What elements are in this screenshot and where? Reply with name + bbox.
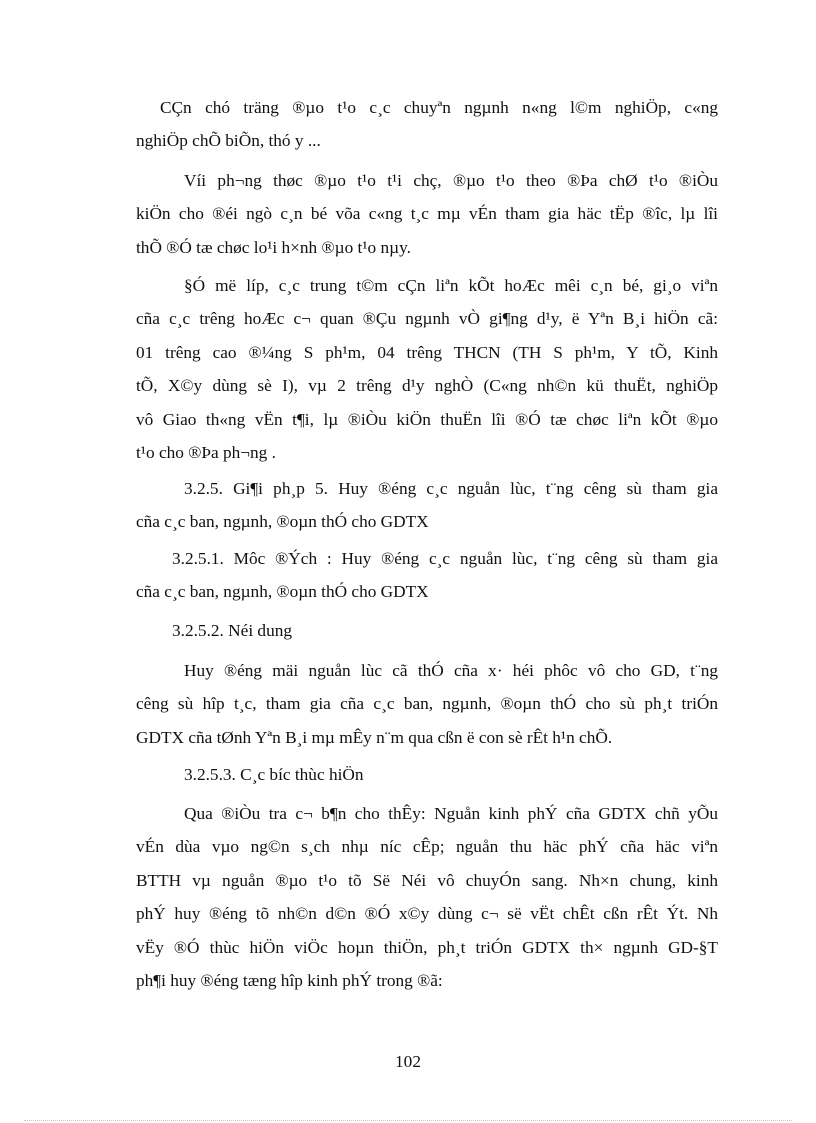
text-line: BTTH vµ nguån ®µo t¹o tõ Së Néi vô chuyÓn sang. Nh×n chung, kinh bbox=[136, 870, 718, 890]
paragraph bbox=[136, 797, 718, 997]
text-line: Víi ph¬ng thøc ®µo t¹o t¹i chç, ®µo t¹o theo ®Þa chØ t¹o ®iÒu bbox=[184, 171, 718, 190]
subsection-heading bbox=[136, 758, 718, 791]
paragraph bbox=[136, 654, 718, 754]
text-line: vô Giao th«ng vËn t¶i, lµ ®iÒu kiÖn thuËn lîi ®Ó tæ chøc liªn kÕt ®µo bbox=[136, 409, 718, 429]
text-line: tÕ, X©y dùng sè I), vµ 2 trêng d¹y nghÒ (C«ng nh©n kü thuËt, nghiÖp bbox=[136, 376, 718, 396]
text-line: 01 trêng cao ®¼ng S ph¹m, 04 trêng THCN (TH S ph¹m, Y tÕ, Kinh bbox=[136, 342, 718, 362]
text-line: nghiÖp chÕ biÕn, thó y ... bbox=[136, 131, 321, 151]
text-line: cña c¸c ban, ngµnh, ®oµn thÓ cho GDTX bbox=[136, 582, 429, 602]
text-line: Qua ®iÒu tra c¬ b¶n cho thÊy: Nguån kinh phÝ cña GDTX chñ yÕu bbox=[184, 804, 718, 823]
text-line: vÉn dùa vµo ng©n s¸ch nhµ níc cÊp; nguån thu häc phÝ cña häc viªn bbox=[136, 837, 718, 857]
text-line: ph¶i huy ®éng tæng hîp kinh phÝ trong ®ã: bbox=[136, 970, 443, 990]
section-heading bbox=[136, 472, 718, 539]
text-line: 3.2.5.2. Néi dung bbox=[172, 621, 292, 640]
paragraph bbox=[136, 164, 718, 264]
subsection-heading bbox=[136, 542, 718, 609]
text-line: t¹o cho ®Þa ph¬ng . bbox=[136, 442, 276, 462]
text-line: §Ó më líp, c¸c trung t©m cÇn liªn kÕt hoÆc mêi c¸n bé, gi¸o viªn bbox=[184, 276, 718, 295]
text-line: thÕ ®Ó tæ chøc lo¹i h×nh ®µo t¹o nµy. bbox=[136, 237, 411, 257]
text-line: 3.2.5.1. Môc ®Ých : Huy ®éng c¸c nguån lùc, t¨ng cêng sù tham gia bbox=[172, 549, 718, 568]
page-number: 102 bbox=[395, 1052, 421, 1071]
subsection-heading bbox=[136, 614, 718, 647]
text-line: Huy ®éng mäi nguån lùc cã thÓ cña x· héi phôc vô cho GD, t¨ng bbox=[184, 661, 718, 680]
paragraph bbox=[136, 269, 718, 469]
paragraph bbox=[136, 91, 718, 158]
text-line: phÝ huy ®éng tõ nh©n d©n ®Ó x©y dùng c¬ së vËt chÊt cßn rÊt Ýt. Nh bbox=[136, 904, 718, 924]
footer-divider bbox=[24, 1120, 792, 1121]
text-line: cña c¸c ban, ngµnh, ®oµn thÓ cho GDTX bbox=[136, 512, 429, 532]
text-line: vËy ®Ó thùc hiÖn viÖc hoµn thiÖn, ph¸t triÓn GDTX th× ngµnh GD-§T bbox=[136, 937, 718, 957]
text-line: GDTX cña tØnh Yªn B¸i mµ mÊy n¨m qua cßn ë con sè rÊt h¹n chÕ. bbox=[136, 727, 613, 747]
text-line: cêng sù hîp t¸c, tham gia cña c¸c ban, ngµnh, ®oµn thÓ cho sù ph¸t triÓn bbox=[136, 694, 718, 714]
text-line: 3.2.5.3. C¸c bíc thùc hiÖn bbox=[184, 765, 364, 784]
text-line: 3.2.5. Gi¶i ph¸p 5. Huy ®éng c¸c nguån lùc, t¨ng cêng sù tham gia bbox=[184, 479, 718, 498]
text-line: CÇn chó träng ®µo t¹o c¸c chuyªn ngµnh n«ng l©m nghiÖp, c«ng bbox=[160, 98, 718, 117]
text-line: kiÖn cho ®éi ngò c¸n bé võa c«ng t¸c mµ vÉn tham gia häc tËp ®îc, lµ lîi bbox=[136, 204, 718, 224]
text-line: cña c¸c trêng hoÆc c¬ quan ®Çu ngµnh vÒ gi¶ng d¹y, ë Yªn B¸i hiÖn cã: bbox=[136, 309, 718, 329]
